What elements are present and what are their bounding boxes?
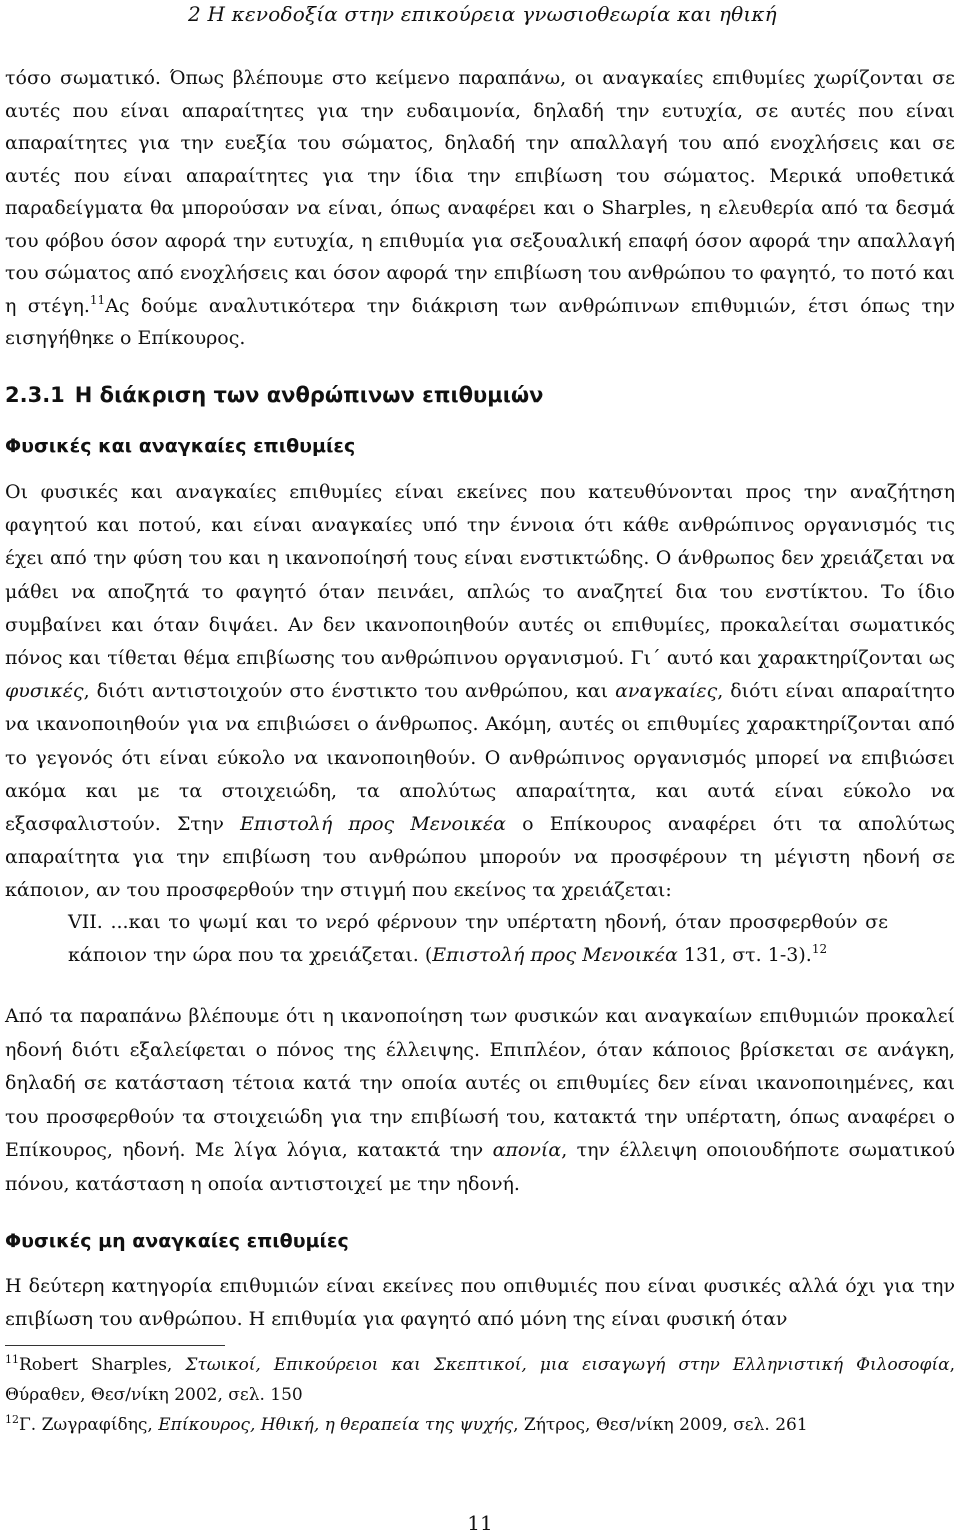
paragraph-intro: [5, 62, 955, 355]
footnote-title: Επίκουρος, Ηθική, η θεραπεία της ψυχής: [158, 1415, 514, 1435]
footnote-text: , Θύραθεν, Θεσ/νίκη 2002, σελ. 150: [5, 1355, 955, 1405]
footnote-title: Στωικοί, Επικούρειοι και Σκεπτικοί, μια εισαγωγή στην Ελληνιστική Φιλοσοφία: [185, 1355, 950, 1375]
footnote-text: Robert Sharples,: [19, 1355, 173, 1375]
paragraph-natural-unnecessary: Η δεύτερη κατηγορία επιθυμιών είναι εκείνες που οπιθυμιές που είναι φυσικές αλλά όχι για την επιβίωση του ανθρώπου. Η επιθυμία για φαγητό από μόνη της είναι φυσική όταν: [5, 1275, 955, 1330]
footnote-text: , Ζήτρος, Θεσ/νίκη 2009, σελ. 261: [513, 1415, 808, 1435]
emphasis-natural: φυσικές: [5, 680, 84, 703]
block-quote: [68, 906, 888, 972]
paragraph-text: Ας δούμε αναλυτικότερα την διάκριση των ανθρώπινων επιθυμιών, έτσι όπως την εισηγήθηκε ο Επίκουρος.: [5, 294, 956, 349]
paragraph-text: Από τα παραπάνω βλέπουμε ότι η ικανοποίηση των φυσικών και αναγκαίων επιθυμιών προκαλεί ηδονή διότι εξαλείφεται ο πόνος της έλλειψης. Επιπλέον, όταν κάποιος βρίσκεται σε ανάγκη, δηλαδή σε κατάσταση τέτοια κατά την οποία αυτές οι επιθυμίες δεν είναι ικανοποιημένες, και του προσφερθούν τα στοιχειώδη για την επιβίωσή του, κατακτά την υπέρτατη, όπως αναφέρει ο Επίκουρος, ηδονή. Με λίγα λόγια, κατακτά την: [5, 1005, 955, 1161]
emphasis-necessary: αναγκαίες: [615, 680, 718, 703]
running-header: 2 Η κενοδοξία στην επικούρεια γνωσιοθεωρία και ηθική: [188, 2, 777, 26]
emphasis-aponia: απονία: [492, 1139, 562, 1161]
paragraph-pleasure: [5, 1000, 955, 1201]
paragraph-text: , διότι είναι απαραίτητο να ικανοποιηθούν για να επιβιώσει ο άνθρωπος. Ακόμη, αυτές οι επιθυμίες χαρακτηρίζονται από το γεγονός ότι είναι εύκολο να ικανοποιηθούν. Ο ανθρώπινος οργανισμός μπορεί να επιβιώσει ακόμα και με τα στοιχειώδη, τα απολύτως απαραίτητα, και αυτά είναι εύκολο να εξασφαλιστούν. Στην: [5, 680, 956, 836]
footnote-12: [5, 1410, 955, 1440]
paragraph-text: τόσο σωματικό. Όπως βλέπουμε στο κείμενο παραπάνω, οι αναγκαίες επιθυμίες χωρίζονται σε αυτές που είναι απαραίτητες για την ευδαιμονία, δηλαδή την ευτυχία, σε αυτές που είναι απαραίτητες για την ευεξία του σώματος, δηλαδή την απαλλαγή του από ενοχλήσεις και σε αυτές που είναι απαραίτητες για την ίδια την επιβίωση του σώματος. Μερικά υποθετικά παραδείγματα θα μπορούσαν να είναι, όπως αναφέρει και ο Sharples, η ελευθερία από τα δεσμά του φόβου όσον αφορά την ευτυχία, η επιθυμία για σεξουαλική επαφή όσον αφορά την απαλλαγή του σώματος από ενοχλήσεις και όσον αφορά την επιβίωση του ανθρώπου το φαγητό, το ποτό και η στέγη.: [5, 67, 955, 317]
subsection-heading-natural-unnecessary: Φυσικές μη αναγκαίες επιθυμίες: [5, 1230, 349, 1252]
footnote-mark: 12: [5, 1413, 19, 1426]
emphasis-letter-title: Επιστολή προς Μενοικέα: [240, 813, 506, 836]
footnote-mark: 11: [5, 1353, 19, 1366]
paragraph-text: , διότι αντιστοιχούν στο ένστικτο του ανθρώπου, και: [83, 680, 609, 703]
quote-text: 131, στ. 1-3).: [683, 944, 812, 966]
paragraph-natural-necessary: [5, 476, 955, 908]
footnote-ref-12[interactable]: 12: [811, 942, 828, 956]
section-number: 2.3.1: [5, 383, 65, 407]
quote-source: Επιστολή προς Μενοικέα: [432, 944, 678, 966]
footnote-divider: [5, 1345, 225, 1346]
footnote-11: [5, 1350, 955, 1410]
footnote-ref-11[interactable]: 11: [89, 292, 106, 307]
quote-text: VII. ...και το ψωμί και το νερό φέρνουν την υπέρτατη ηδονή, όταν προσφερθούν σε κάποιον την ώρα που τα χρειάζεται. (: [68, 911, 888, 966]
paragraph-text: , την έλλειψη οποιουδήποτε σωματικού πόνου, κατάσταση η οποία αντιστοιχεί με την ηδονή.: [5, 1139, 955, 1195]
page-number: 11: [467, 1511, 493, 1535]
section-title: Η διάκριση των ανθρώπινων επιθυμιών: [74, 383, 544, 407]
paragraph-text: ο Επίκουρος αναφέρει ότι τα απολύτως απαραίτητα για την επιβίωση του ανθρώπου μπορούν να προσφέρουν τη μέγιστη ηδονή σε κάποιον, αν του προσφερθούν την στιγμή που εκείνος τα χρειάζεται:: [5, 813, 956, 902]
paragraph-text: Οι φυσικές και αναγκαίες επιθυμίες είναι εκείνες που κατευθύνονται προς την αναζήτηση φαγητού και ποτού, και είναι αναγκαίες υπό την έννοια ότι κάθε ανθρώπινος οργανισμός τις έχει από την φύση του και η ικανοποίησή τους είναι ενστικτώδης. Ο άνθρωπος δεν χρειάζεται να μάθει να αποζητά το φαγητό όταν πεινάει, απλώς το αναζητεί δια του ενστίκτου. Το ίδιο συμβαίνει και όταν διψάει. Αν δεν ικανοποιηθούν αυτές οι επιθυμίες, προκαλείται σωματικός πόνος και τίθεται θέμα επιβίωσης του ανθρώπινου οργανισμού. Γι΄ αυτό και χαρακτηρίζονται ως: [5, 481, 955, 670]
section-heading: [5, 383, 543, 407]
subsection-heading-natural-necessary: Φυσικές και αναγκαίες επιθυμίες: [5, 435, 356, 457]
footnotes: [5, 1350, 955, 1440]
footnote-text: Γ. Ζωγραφίδης,: [19, 1415, 153, 1435]
